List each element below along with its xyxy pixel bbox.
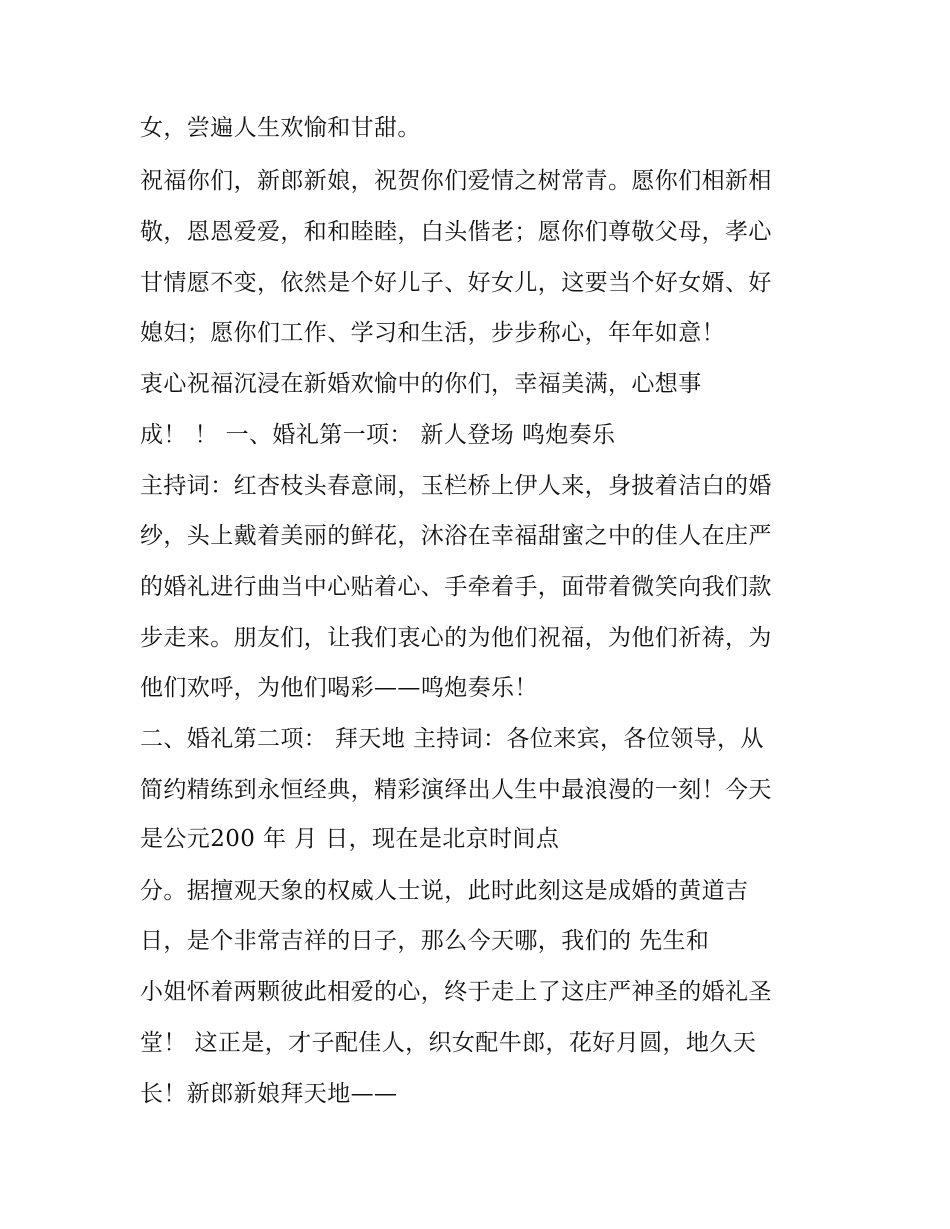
text-line: 他们欢呼，为他们喝彩——鸣炮奏乐！ [140,675,538,701]
text-line: 成！ ！ 一、婚礼第一项： 新人登场 鸣炮奏乐 [140,422,616,448]
text-line: 二、婚礼第二项： 拜天地 主持词：各位来宾，各位领导，从 [140,726,764,752]
text-line: 敬，恩恩爱爱，和和睦睦，白头偕老；愿你们尊敬父母，孝心 [140,219,772,245]
text-line: 纱，头上戴着美丽的鲜花，沐浴在幸福甜蜜之中的佳人在庄严 [140,523,772,549]
text-line: 日，是个非常吉祥的日子，那么今天哪，我们的 先生和 [140,928,710,954]
text-line: 女，尝遍人生欢愉和甘甜。 [140,115,421,141]
text-line: 长！新郎新娘拜天地—— [140,1081,398,1107]
text-line: 甘情愿不变，依然是个好儿子、好女儿，这要当个好女婿、好 [140,270,772,296]
text-line: 步走来。朋友们，让我们衷心的为他们祝福，为他们祈祷，为 [140,625,772,651]
text-line: 小姐怀着两颗彼此相爱的心，终于走上了这庄严神圣的婚礼圣 [140,979,772,1005]
text-line: 祝福你们，新郎新娘，祝贺你们爱情之树常青。愿你们相新相 [140,168,772,194]
text-line: 媳妇；愿你们工作、学习和生活，步步称心，年年如意！ [140,320,725,346]
text-line: 衷心祝福沉浸在新婚欢愉中的你们，幸福美满，心想事 [140,371,702,397]
text-line: 是公元200 年 月 日，现在是北京时间点 [140,826,560,852]
text-line: 的婚礼进行曲当中心贴着心、手牵着手，面带着微笑向我们款 [140,574,772,600]
text-line: 简约精练到永恒经典，精彩演绎出人生中最浪漫的一刻！今天 [140,777,772,803]
text-line: 主持词：红杏枝头春意闹，玉栏桥上伊人来，身披着洁白的婚 [140,473,772,499]
text-line: 分。据擅观天象的权威人士说，此时此刻这是成婚的黄道吉 [140,878,749,904]
text-line: 堂！ 这正是，才子配佳人，织女配牛郎，花好月圆，地久天 [140,1030,757,1056]
